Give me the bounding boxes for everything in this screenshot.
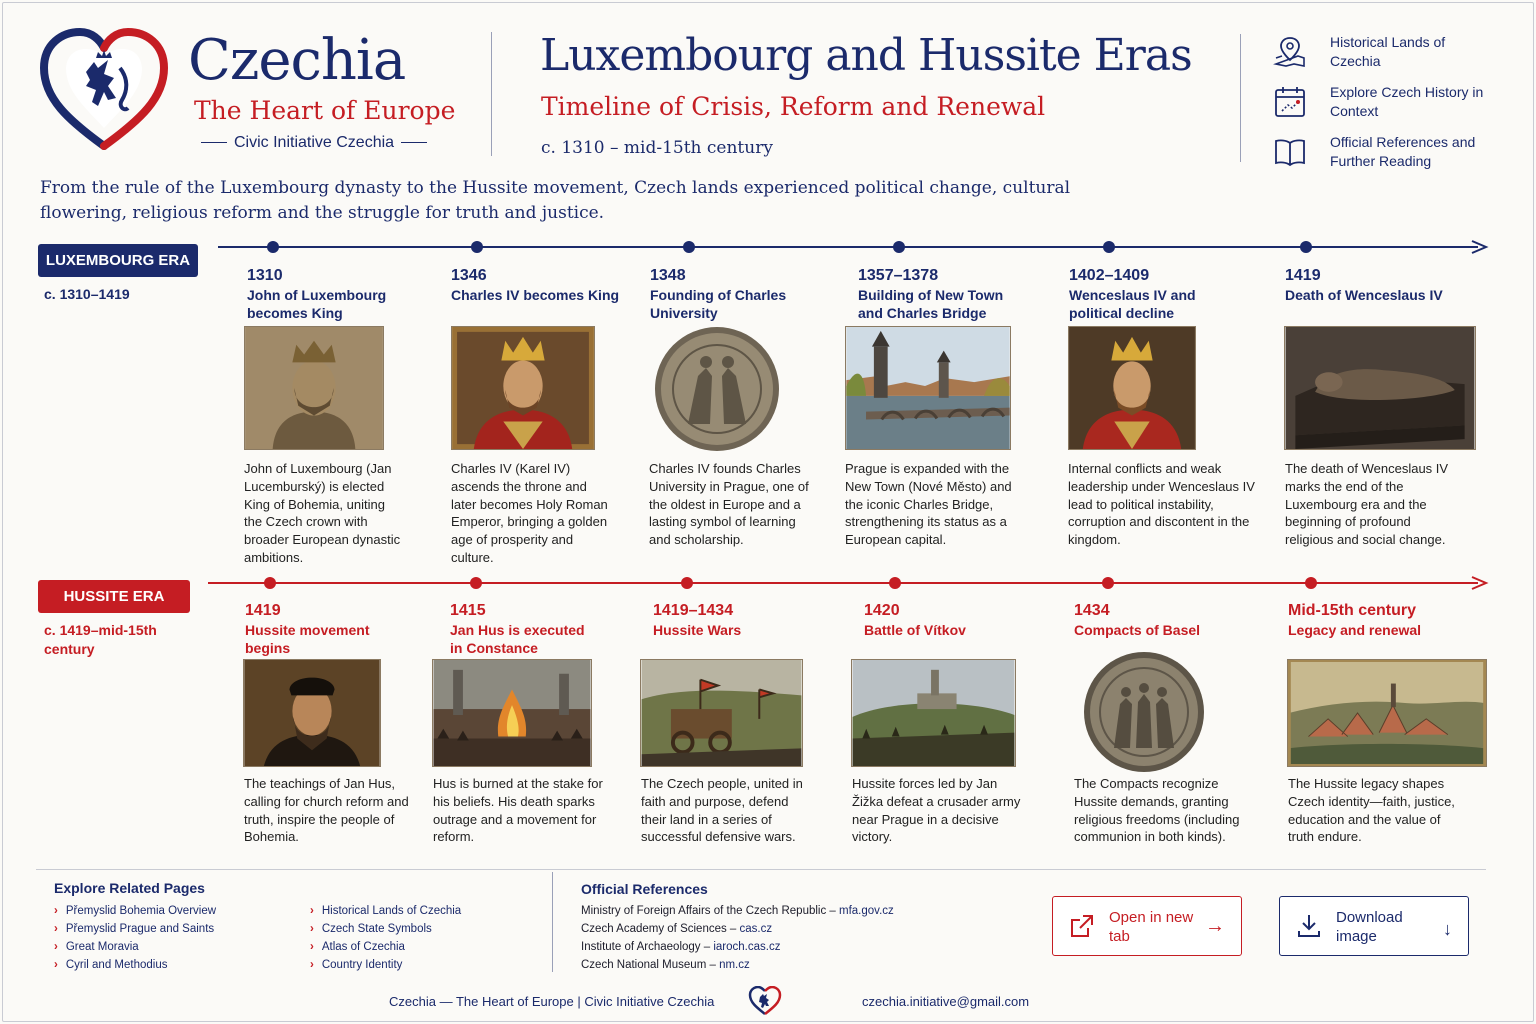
historic-town-painting-image — [1287, 659, 1487, 767]
chevron-right-icon: › — [54, 923, 58, 935]
event-title: Battle of Vítkov — [864, 622, 966, 638]
vitkov-hill-battle-image — [851, 659, 1016, 767]
chevron-right-icon: › — [310, 905, 314, 917]
footer-credit: Czechia — The Heart of Europe | Civic Initiative Czechia — [389, 994, 715, 1009]
quick-link-label: Historical Lands of Czechia — [1330, 34, 1446, 69]
timeline-dot — [1103, 241, 1115, 253]
page-subtitle: Timeline of Crisis, Reform and Renewal — [541, 92, 1046, 121]
crowned-king-bust-image — [244, 326, 384, 450]
related-link[interactable]: › Přemyslid Prague and Saints — [54, 923, 215, 935]
page-title: Luxembourg and Hussite Eras — [540, 30, 1192, 81]
event-year: 1310 — [247, 267, 283, 284]
hussite-timeline-line — [208, 577, 1486, 589]
chevron-right-icon: › — [310, 923, 314, 935]
reference-item: Institute of Archaeology – iaroch.cas.cz — [581, 941, 781, 953]
event-title: Founding of Charles University — [650, 287, 787, 321]
event-year: 1402–1409 — [1069, 267, 1150, 284]
tomb-effigy-image — [1284, 326, 1476, 450]
event-title: Building of New Town and Charles Bridge — [858, 287, 1004, 321]
execution-bonfire-image — [432, 659, 592, 767]
timeline-dot — [683, 241, 695, 253]
university-seal-image — [648, 324, 786, 454]
related-link[interactable]: › Country Identity — [310, 959, 403, 971]
event-title: Hussite movement begins — [245, 622, 370, 656]
related-links-col1 — [54, 902, 216, 974]
chevron-right-icon: › — [310, 941, 314, 953]
event-year: Mid-15th century — [1288, 602, 1417, 619]
event-title: Compacts of Basel — [1074, 622, 1201, 638]
timeline-dot — [889, 577, 901, 589]
related-links-col2 — [310, 902, 461, 974]
charles-iv-portrait-image — [451, 326, 595, 450]
event-year: 1434 — [1074, 602, 1110, 619]
reference-item: Czech Academy of Sciences – cas.cz — [581, 923, 773, 935]
event-heading — [1288, 601, 1498, 639]
event-year: 1357–1378 — [858, 267, 939, 284]
event-title: Charles IV becomes King — [451, 287, 620, 303]
hussite-era-badge: HUSSITE ERA — [38, 580, 190, 613]
timeline-dot — [470, 577, 482, 589]
event-heading — [1074, 601, 1284, 639]
timeline-dot — [471, 241, 483, 253]
jan-hus-portrait-image — [243, 659, 381, 767]
timeline-dot — [267, 241, 279, 253]
related-link[interactable]: › Czech State Symbols — [310, 923, 432, 935]
event-heading — [450, 601, 660, 657]
event-heading — [1285, 266, 1495, 304]
event-description: The death of Wenceslaus IV marks the end of the Luxembourg era and the beginning of profound religious and social change. — [1285, 461, 1449, 548]
chevron-right-icon: › — [54, 941, 58, 953]
page-date-range: c. 1310 – mid-15th century — [541, 138, 773, 158]
event-heading — [1069, 266, 1279, 322]
event-year: 1348 — [650, 267, 686, 284]
luxembourg-era-range: c. 1310–1419 — [44, 286, 130, 302]
event-description: The Czech people, united in faith and purpose, defend their land in a series of successful defensive wars. — [641, 776, 803, 845]
download-image-label: Download image — [1336, 909, 1403, 945]
event-year: 1415 — [450, 602, 486, 619]
event-heading — [653, 601, 863, 639]
timeline-dot — [1305, 577, 1317, 589]
brand-civic-label: Civic Initiative Czechia — [194, 134, 434, 152]
external-link-icon — [1069, 913, 1095, 939]
event-heading — [650, 266, 860, 322]
event-heading — [245, 601, 455, 657]
reference-link[interactable]: iaroch.cas.cz — [713, 941, 781, 953]
download-image-button[interactable] — [1279, 896, 1469, 956]
event-description: Hussite forces led by Jan Žižka defeat a crusader army near Prague in a decisive victory. — [852, 776, 1021, 845]
event-description: The Hussite legacy shapes Czech identity—faith, justice, education and the value of truth endure. — [1288, 776, 1455, 845]
open-new-tab-button[interactable] — [1052, 896, 1242, 956]
footer-heart-logo — [748, 986, 782, 1016]
official-references-list — [581, 902, 894, 974]
related-link[interactable]: › Atlas of Czechia — [310, 941, 405, 953]
event-year: 1346 — [451, 267, 487, 284]
event-description: Charles IV founds Charles University in Prague, one of the oldest in Europe and a lasting symbol of learning and scholarship. — [649, 461, 809, 548]
timeline-dot — [1300, 241, 1312, 253]
reference-link[interactable]: mfa.gov.cz — [839, 905, 894, 917]
open-new-tab-label: Open in new tab — [1109, 909, 1194, 945]
hussite-era-range: c. 1419–mid-15th century — [44, 622, 157, 657]
intro-text: From the rule of the Luxembourg dynasty to the Hussite movement, Czech lands experienced political change, cultural flowering, religious reform and the struggle for truth and justice. — [40, 178, 1071, 223]
timeline-dot — [681, 577, 693, 589]
brand-title: Czechia — [188, 28, 406, 93]
brand-subtitle: The Heart of Europe — [194, 96, 456, 125]
event-description: Prague is expanded with the New Town (Nové Město) and the iconic Charles Bridge, strengthening its status as a European capital. — [845, 461, 1012, 548]
luxembourg-timeline-line — [218, 241, 1486, 253]
download-icon — [1296, 913, 1322, 939]
reference-item: Ministry of Foreign Affairs of the Czech Republic – mfa.gov.cz — [581, 905, 894, 917]
explore-related-heading: Explore Related Pages — [54, 880, 205, 896]
reference-item: Czech National Museum – nm.cz — [581, 959, 750, 971]
event-title: Death of Wenceslaus IV — [1285, 287, 1443, 303]
official-references-heading: Official References — [581, 881, 708, 897]
related-link[interactable]: › Historical Lands of Czechia — [310, 905, 462, 917]
event-year: 1419 — [1285, 267, 1321, 284]
event-description: Charles IV (Karel IV) ascends the throne and later becomes Holy Roman Emperor, bringing a golden age of prosperity and culture. — [451, 461, 608, 565]
event-description: Internal conflicts and weak leadership under Wenceslaus IV lead to political instability, corruption and discontent in the kingdom. — [1068, 461, 1255, 548]
timeline-dot — [264, 577, 276, 589]
footer-column-divider — [552, 872, 553, 972]
reference-link[interactable]: nm.cz — [719, 959, 750, 971]
event-heading — [247, 266, 457, 322]
arrow-right-icon: → — [1205, 915, 1225, 937]
quick-link-label: Official References and Further Reading — [1330, 134, 1476, 169]
event-title: Wenceslaus IV and political decline — [1069, 287, 1196, 321]
timeline-dot — [893, 241, 905, 253]
event-year: 1419 — [245, 602, 281, 619]
chevron-right-icon: › — [310, 959, 314, 971]
related-link[interactable]: › Přemyslid Bohemia Overview — [54, 905, 217, 917]
arrow-down-icon: ↓ — [1443, 919, 1452, 939]
event-title: John of Luxembourg becomes King — [247, 287, 387, 321]
reference-link[interactable]: cas.cz — [739, 923, 773, 935]
timeline-dot — [1102, 577, 1114, 589]
event-year: 1419–1434 — [653, 602, 734, 619]
event-title: Hussite Wars — [653, 622, 742, 638]
luxembourg-era-badge: LUXEMBOURG ERA — [38, 244, 198, 277]
event-heading — [858, 266, 1068, 322]
charles-bridge-view-image — [845, 326, 1011, 450]
contact-email[interactable]: czechia.initiative@gmail.com — [862, 994, 1030, 1009]
quick-link-label: Explore Czech History in Context — [1330, 84, 1484, 119]
event-title: Jan Hus is executed in Constance — [450, 622, 585, 656]
event-description: Hus is burned at the stake for his beliefs. His death sparks outrage and a movement for reform. — [433, 776, 603, 845]
chevron-right-icon: › — [54, 959, 58, 971]
event-description: The teachings of Jan Hus, calling for church reform and truth, inspire the people of Bohemia. — [244, 776, 409, 845]
basel-seal-image — [1082, 650, 1206, 774]
chevron-right-icon: › — [54, 905, 58, 917]
related-link[interactable]: › Great Moravia — [54, 941, 139, 953]
event-year: 1420 — [864, 602, 900, 619]
wenceslaus-portrait-image — [1068, 326, 1196, 450]
event-heading — [451, 266, 661, 304]
event-heading — [864, 601, 1074, 639]
war-wagon-battle-image — [640, 659, 803, 767]
footer-divider — [36, 869, 1486, 870]
event-description: John of Luxembourg (Jan Lucemburský) is elected King of Bohemia, uniting the Czech crown with broader European dynastic ambitions. — [244, 461, 401, 565]
event-description: The Compacts recognize Hussite demands, granting religious freedoms (including communion in both kinds). — [1074, 776, 1240, 845]
related-link[interactable]: › Cyril and Methodius — [54, 959, 168, 971]
event-title: Legacy and renewal — [1288, 622, 1422, 638]
